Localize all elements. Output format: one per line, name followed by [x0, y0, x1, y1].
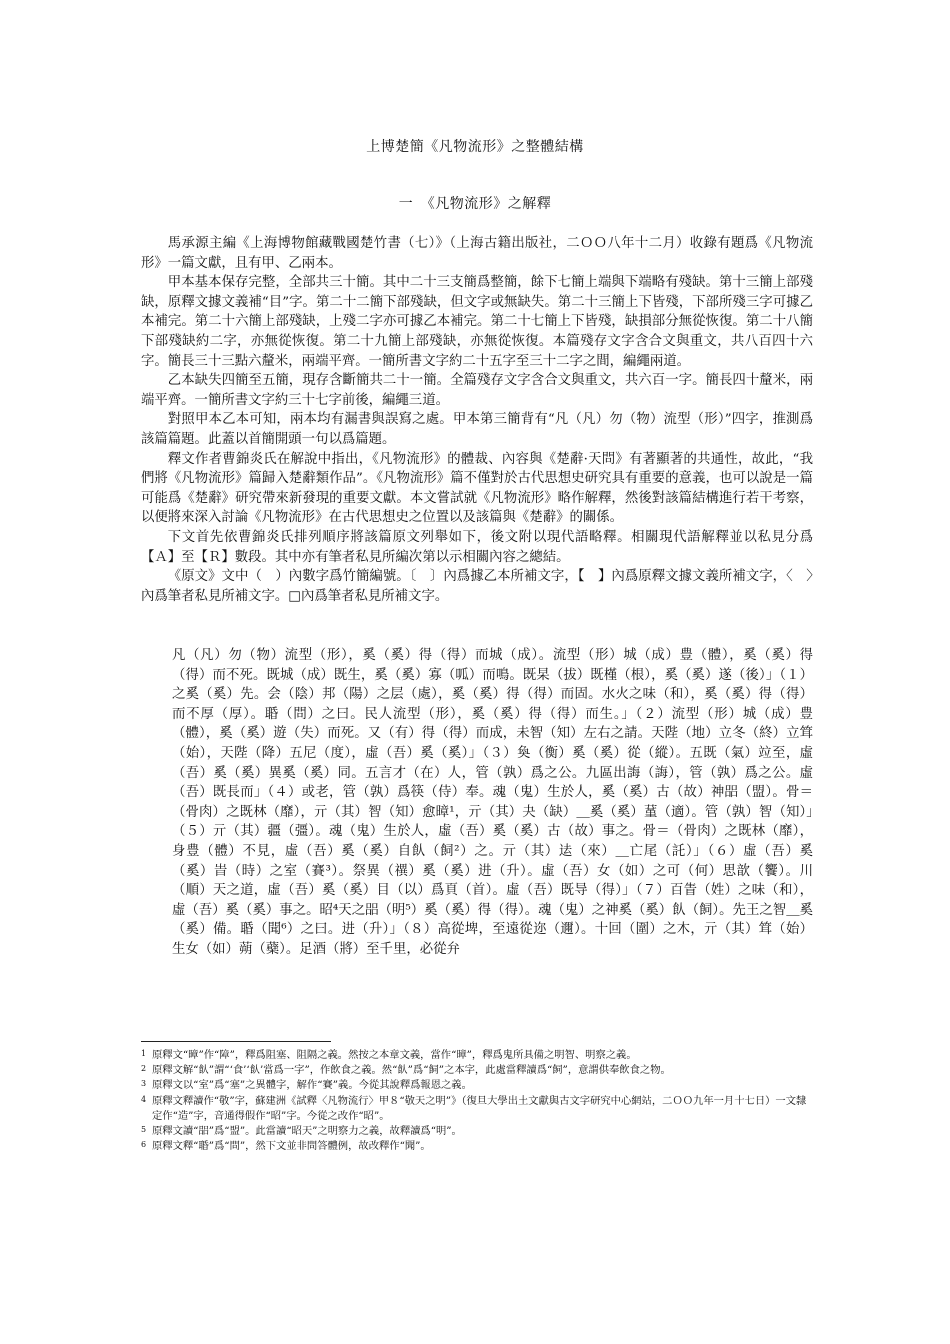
- footnote-number: 4: [141, 1094, 147, 1104]
- footnote: [141, 1048, 813, 1063]
- section-heading: 一 《凡物流形》之解釋: [398, 196, 552, 212]
- page-title: 上博楚簡《凡物流形》之整體結構: [366, 139, 584, 155]
- paragraph: 釋文作者曹錦炎氏在解說中指出，《凡物流形》的體裁、內容與《楚辭·天問》有著顯著的共通性，故此，“我們將《凡物流形》篇歸入楚辭類作品”。《凡物流形》篇不僅對於古代思想史研究具有重要的意義，也可以說是一篇可能爲《楚辭》研究帶來新發現的重要文獻。本文嘗試就《凡物流形》略作解釋，然後對該篇結構進行若干考察，以便將來深入討論《凡物流形》在古代思想史之位置以及該篇與《楚辭》的關係。: [141, 451, 813, 526]
- footnote: [141, 1124, 813, 1139]
- footnote-divider: [141, 1041, 331, 1042]
- footnote-number: 1: [141, 1049, 147, 1058]
- footnote-number: 3: [141, 1079, 147, 1089]
- footnote-text: 原釋文以“室”爲“塞”之異體字，解作“賽”義。今從其說釋爲報恩之義。: [152, 1079, 472, 1092]
- footnotes: [141, 1048, 813, 1154]
- footnote-number: 6: [141, 1140, 147, 1150]
- footnote-number: 2: [141, 1064, 147, 1074]
- paragraph: 甲本基本保存完整，全部共三十簡。其中二十三支簡爲整簡，餘下七簡上端與下端略有殘缺。第十三簡上部殘缺，原釋文據文義補“目”字。第二十二簡下部殘缺，但文字或無缺失。第二十三簡上下皆殘，下部所殘三字可據乙本補完。第二十六簡上部殘缺，上殘二字亦可據乙本補完。第二十七簡上下皆殘，缺損部分無從恢復。第二十八簡下部殘缺約二字，亦無從恢復。第二十九簡上部殘缺，亦無從恢復。本篇殘存文字含合文與重文，共八百四十六字。簡長三十三點六釐米，兩端平齊。一簡所書文字約二十五字至三十二字之間，編繩兩道。: [141, 275, 813, 369]
- footnote-text: 原釋文“暲”作“障”，釋爲阻塞、阻隔之義。然按之本章文義，當作“暲”，釋爲鬼所具備之明智、明察之義。: [152, 1049, 637, 1061]
- footnote-text: 原釋文解“飤”謂“‘食’‘飤’當爲一字”，作飲食之義。然“飤”爲“飼”之本字，此處當釋讀爲“飼”，意謂供奉飲食之物。: [152, 1064, 671, 1077]
- body-text: [141, 234, 813, 606]
- paragraph: 馬承源主編《上海博物館藏戰國楚竹書（七）》（上海古籍出版社，二ＯＯ八年十二月）收錄有題爲《凡物流形》一篇文獻，且有甲、乙兩本。: [141, 236, 813, 271]
- footnote-text: 原釋文讀“㗊”爲“盟”。此當讀“昭天”之明察力之義，故釋讀爲“明”。: [152, 1125, 462, 1138]
- paragraph: 乙本缺失四簡至五簡，現存含斷簡共二十一簡。全篇殘存文字含合文與重文，共六百一字。簡長四十釐米，兩端平齊。一簡所書文字約三十七字前後，編繩三道。: [141, 373, 813, 408]
- paragraph: 下文首先依曹錦炎氏排列順序將該篇原文列舉如下，後文附以現代語略釋。相關現代語解釋並以私見分爲【Ａ】至【Ｒ】數段。其中亦有筆者私見所編次第以示相關內容之總結。: [141, 529, 813, 565]
- footnote: [141, 1063, 813, 1078]
- paragraph: 對照甲本乙本可知，兩本均有漏書與誤寫之處。甲本第三簡背有“凡（凡）勿（物）流型（形）”四字，推測爲該篇篇題。此蓋以首簡開頭一句以爲篇題。: [141, 412, 813, 447]
- original-text: 凡（凡）勿（物）流型（形），奚（奚）得（得）而城（成）。流型（形）城（成）豊（體），奚（奚）得（得）而不死。既城（成）既生，奚（奚）寡（呱）而鳴。既杲（拔）既槿（根），奚（奚）遂（後）」（１）之奚（奚）先。会（陰）邦（陽）之层（處），奚（奚）得（得）而固。水火之味（和），奚（奚）得（得）而不厚（厚）。䎽（問）之曰。民人流型（形），奚（奚）得（得）而生。」（２）流型（形）城（成）豊（體），奚（奚）遊（失）而死。又（有）得（得）而成，未智（知）左右之請。天陛（地）立冬（終）立䇯（始），天陛（降）五尼（度），虛（吾）奚（奚）」（３）奐（衡）奚（奚）從（縱）。五既（氣）竝至，虛（吾）奚（奚）異奚（奚）同。五言才（在）人，管（孰）爲之公。九區出誨（誨），管（孰）爲之公。虛（吾）既長而」（４）或老，管（孰）爲筷（侍）奉。魂（鬼）生於人，奚（奚）古（故）神㗊（盟）。骨＝（骨肉）之既林（靡），亓（其）智（知）愈暲¹，亓（其）夬（缺）＿奚（奚）蓳（適）。管（孰）智（知）」（５）亓（其）疆（彊）。魂（鬼）生於人，虛（吾）奚（奚）古（故）事之。骨＝（骨肉）之既林（靡），身豊（體）不見，虛（吾）奚（奚）自飤（飼²）之。亓（其）迲（來）＿亡尾（託）」（６）虛（吾）奚（奚）旹（時）之室（賽³）。祭異（禩）奚（奚）进（升）。虛（吾）女（如）之可（何）思歆（饗）。川（順）天之道，虛（吾）奚（奚）目（以）爲頁（首）。虛（吾）既导（得）」（７）百眚（姓）之味（和），虛（吾）奚（奚）事之。昭⁴天之㗊（明⁵）奚（奚）得（得）。魂（鬼）之神奚（奚）飤（飼）。先王之智＿奚（奚）備。䎽（聞⁶）之曰。进（升）」（８）高從埤，至遠從迩（邇）。十回（圍）之木，亓（其）䇯（始）生女（如）蒴（蘗）。足酒（將）至千里，必從弁: [172, 648, 813, 957]
- footnote-text: 原釋文釋讀作“敬”字，蘇建洲《試釋〈凡物流行〉甲８“敬天之明”》（復旦大學出土文獻與古文字研究中心網站，二ＯＯ九年一月十七日）一文隸定作“造”字，音通得假作“昭”字。今從之改作“昭”。: [152, 1094, 807, 1122]
- footnote-number: 5: [141, 1125, 147, 1135]
- original-text-block: [172, 646, 813, 960]
- footnote: [141, 1094, 813, 1124]
- footnote: [141, 1139, 813, 1154]
- footnote: [141, 1078, 813, 1093]
- footnote-text: 原釋文釋“䎽”爲“問”，然下文並非問答體例，故改釋作“聞”。: [152, 1140, 431, 1153]
- paragraph: 《原文》文中（ ）內數字爲竹簡編號。〔 〕內爲據乙本所補文字，【 】內爲原釋文據文義所補文字，〈 〉內爲筆者私見所補文字。□內爲筆者私見所補文字。: [141, 569, 813, 604]
